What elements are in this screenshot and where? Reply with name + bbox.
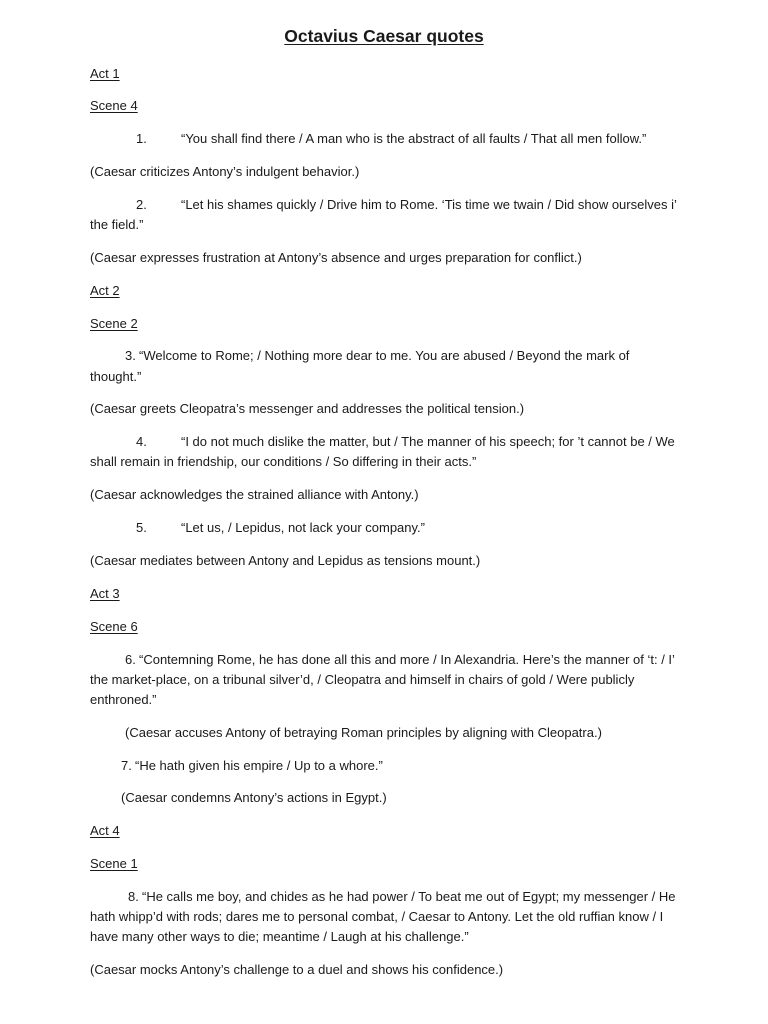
quote-text: “Let his shames quickly / Drive him to Rome. ‘Tis time we twain / Did show ourselves i’ [181,197,677,212]
quote-note: (Caesar condemns Antony’s actions in Egypt.) [121,790,387,805]
quote-number: 1. [136,131,147,146]
quote-number: 8. [128,889,139,904]
quote-note: (Caesar greets Cleopatra’s messenger and addresses the political tension.) [90,401,525,416]
quote-number: 2. [136,197,147,212]
quote-text: “You shall find there / A man who is the abstract of all faults / That all men follow.” [181,131,647,146]
quote-number: 7. [121,758,132,773]
page-title: Octavius Caesar quotes [284,26,484,46]
quote-number: 4. [136,434,147,449]
scene-heading: Scene 1 [90,856,138,871]
quote-text-continued: the market-place, on a tribunal silver’d, / Cleopatra and himself in chairs of gold / Were publicly [90,672,635,687]
quote-note: (Caesar criticizes Antony’s indulgent behavior.) [90,164,360,179]
quote-number: 5. [136,520,147,535]
quote-note: (Caesar mediates between Antony and Lepidus as tensions mount.) [90,553,481,568]
quote-text: “He calls me boy, and chides as he had power / To beat me out of Egypt; my messenger / He [142,889,676,904]
quote-note: (Caesar expresses frustration at Antony’s absence and urges preparation for conflict.) [90,250,582,265]
act-heading: Act 2 [90,283,120,298]
act-heading: Act 4 [90,823,120,838]
quote-text-continued: shall remain in friendship, our conditions / So differing in their acts.” [90,454,477,469]
scene-heading: Scene 6 [90,619,138,634]
quote-text-continued: the field.” [90,217,144,232]
scene-heading: Scene 2 [90,316,138,331]
quote-text: “He hath given his empire / Up to a whore.” [135,758,383,773]
scene-heading: Scene 4 [90,98,138,113]
quote-text: “I do not much dislike the matter, but / The manner of his speech; for ’t cannot be / We [181,434,675,449]
act-heading: Act 3 [90,586,120,601]
quote-text: “Contemning Rome, he has done all this and more / In Alexandria. Here’s the manner of ‘t: / I’ [139,652,675,667]
quote-note: (Caesar acknowledges the strained alliance with Antony.) [90,487,419,502]
quote-text-continued: thought.” [90,369,142,384]
quote-note: (Caesar mocks Antony’s challenge to a duel and shows his confidence.) [90,962,504,977]
quote-note: (Caesar accuses Antony of betraying Roman principles by aligning with Cleopatra.) [125,725,602,740]
act-heading: Act 1 [90,66,120,81]
quote-text: “Welcome to Rome; / Nothing more dear to me. You are abused / Beyond the mark of [139,348,630,363]
quote-number: 6. [125,652,136,667]
quote-text: “Let us, / Lepidus, not lack your company.” [181,520,425,535]
quote-number: 3. [125,348,136,363]
quote-text-continued: hath whipp’d with rods; dares me to personal combat, / Caesar to Antony. Let the old ruffian know / I [90,909,664,924]
quote-text-continued: enthroned.” [90,692,157,707]
quote-text-continued: have many other ways to die; meantime / Laugh at his challenge.” [90,929,469,944]
